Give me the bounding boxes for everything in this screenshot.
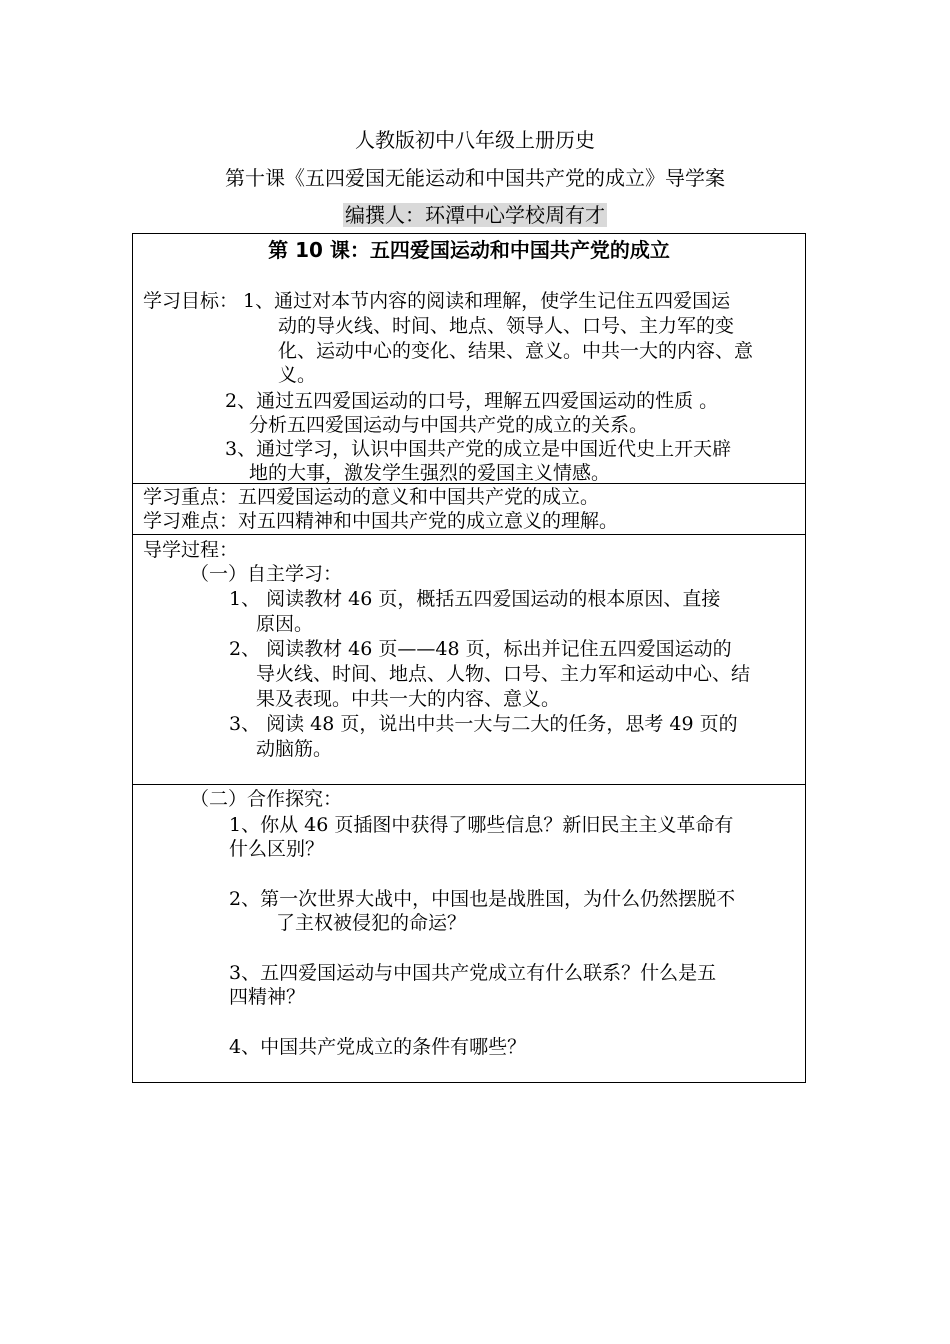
doc-author-line xyxy=(0,199,950,228)
study-item-1-line-2: 原因。 xyxy=(256,613,314,635)
goal-1-line-4: 义。 xyxy=(278,364,317,386)
doc-lesson-title: 第十课《五四爱国无能运动和中国共产党的成立》导学案 xyxy=(225,166,725,190)
coop-q2-line-1: 2、第一次世界大战中，中国也是战胜国，为什么仍然摆脱不 xyxy=(229,888,736,910)
goals-label: 学习目标： xyxy=(143,290,239,312)
goal-1-line-1: 1、通过对本节内容的阅读和理解，使学生记住五四爱国运 xyxy=(243,290,731,312)
doc-subject-title: 人教版初中八年级上册历史 xyxy=(355,128,595,152)
author-text: 编撰人：环潭中心学校周有才 xyxy=(345,203,605,227)
goal-2-line-1: 2、通过五四爱国运动的口号，理解五四爱国运动的性质 。 xyxy=(225,390,719,412)
goal-1-line-2: 动的导火线、时间、地点、领导人、口号、主力军的变 xyxy=(278,315,735,337)
study-item-2-line-1: 2、 阅读教材 46 页——48 页，标出并记住五四爱国运动的 xyxy=(229,638,732,660)
goals-section xyxy=(132,233,806,484)
process-label: 导学过程： xyxy=(143,539,239,561)
coop-q1-line-1: 1、你从 46 页插图中获得了哪些信息？新旧民主主义革命有 xyxy=(229,814,734,836)
study-item-3-line-2: 动脑筋。 xyxy=(256,738,333,760)
goal-3-line-1: 3、通过学习，认识中国共产党的成立是中国近代史上开天辟 xyxy=(225,438,732,460)
coop-label: （二）合作探究： xyxy=(190,788,343,810)
goal-2-line-2: 分析五四爱国运动与中国共产党的成立的关系。 xyxy=(249,414,649,436)
coop-q3-line-1: 3、五四爱国运动与中国共产党成立有什么联系？什么是五 xyxy=(229,962,717,984)
study-item-1-line-1: 1、 阅读教材 46 页，概括五四爱国运动的根本原因、直接 xyxy=(229,588,721,610)
coop-q4: 4、中国共产党成立的条件有哪些？ xyxy=(229,1036,527,1058)
study-item-3-line-1: 3、 阅读 48 页，说出中共一大与二大的任务，思考 49 页的 xyxy=(229,713,738,735)
coop-section xyxy=(132,784,806,1083)
difficult-point: 学习难点：对五四精神和中国共产党的成立意义的理解。 xyxy=(143,510,619,532)
keypoints-section xyxy=(132,483,806,535)
coop-q2-line-2: 了主权被侵犯的命运？ xyxy=(276,912,467,934)
lesson-heading: 第 10 课：五四爱国运动和中国共产党的成立 xyxy=(268,238,670,262)
self-study-section xyxy=(132,534,806,785)
self-study-label: （一）自主学习： xyxy=(190,563,343,585)
important-point: 学习重点：五四爱国运动的意义和中国共产党的成立。 xyxy=(143,486,600,508)
goal-3-line-2: 地的大事，激发学生强烈的爱国主义情感。 xyxy=(249,462,611,484)
coop-q1-line-2: 什么区别？ xyxy=(229,838,325,860)
goal-1-line-3: 化、运动中心的变化、结果、意义。中共一大的内容、意 xyxy=(278,340,754,362)
study-item-2-line-3: 果及表现。中共一大的内容、意义。 xyxy=(256,688,561,710)
coop-q3-line-2: 四精神？ xyxy=(229,986,306,1008)
study-item-2-line-2: 导火线、时间、地点、人物、口号、主力军和运动中心、结 xyxy=(256,663,751,685)
